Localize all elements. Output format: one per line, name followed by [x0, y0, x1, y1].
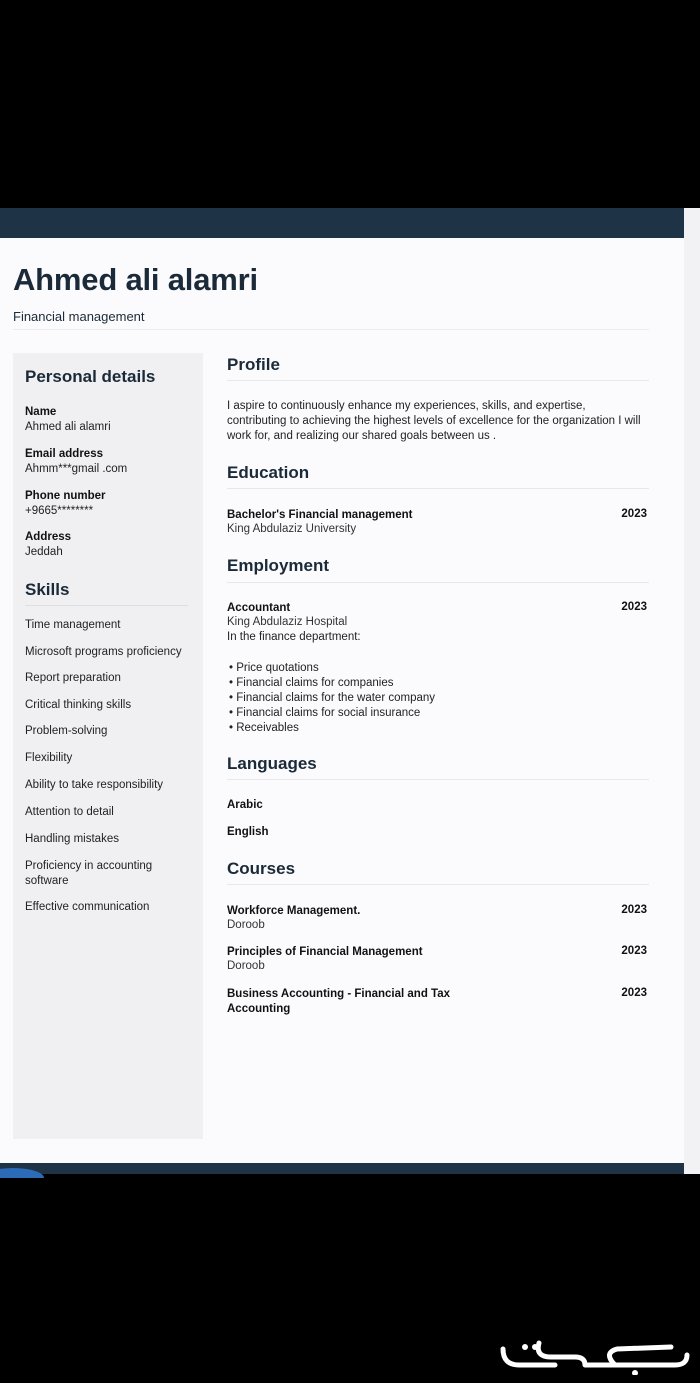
name-label: Name	[25, 406, 57, 418]
skill-item: Proficiency in accounting software	[25, 860, 153, 887]
list-item: • Financial claims for the water company	[229, 691, 435, 706]
address-value: Jeddah	[25, 546, 63, 558]
skill-item: Microsoft programs proficiency	[25, 646, 182, 658]
courses-divider	[227, 884, 649, 885]
profile-text: I aspire to continuously enhance my experiences, skills, and expertise, contributing to achieving the highest levels of excellence for the organization I will work for, and realizing our shared goals between us .	[227, 400, 641, 442]
phone-value: +9665********	[25, 505, 94, 517]
address-label: Address	[25, 531, 72, 543]
skill-item: Handling mistakes	[25, 833, 119, 845]
course-year: 2023	[621, 945, 647, 957]
skill-item: Attention to detail	[25, 806, 114, 818]
skill-item: Ability to take responsibility	[25, 779, 164, 791]
logo-dot	[532, 1344, 538, 1350]
education-divider	[227, 488, 649, 489]
school-name: King Abdulaziz University	[227, 523, 357, 535]
job-department: In the finance department:	[227, 631, 361, 643]
email-value: Ahmm***gmail .com	[25, 463, 128, 475]
course-provider: Doroob	[227, 919, 265, 931]
language-item: English	[227, 826, 269, 838]
page-edge	[684, 208, 700, 1174]
job-role: Accountant	[227, 602, 291, 614]
name-value: Ahmed ali alamri	[25, 421, 111, 433]
course-title: Workforce Management.	[227, 905, 361, 917]
employment-divider	[227, 582, 649, 583]
skill-item: Report preparation	[25, 672, 121, 684]
haraj-watermark-logo	[495, 1335, 695, 1375]
course-year: 2023	[621, 987, 647, 999]
resume-name: Ahmed ali alamri	[13, 262, 258, 297]
email-label: Email address	[25, 448, 103, 460]
course-title: Principles of Financial Management	[227, 946, 423, 958]
employer-name: King Abdulaziz Hospital	[227, 616, 348, 628]
resume-top-bar	[0, 208, 684, 238]
header-divider	[13, 329, 649, 330]
employment-heading: Employment	[227, 556, 330, 575]
skill-item: Time management	[25, 619, 121, 631]
languages-heading: Languages	[227, 754, 317, 773]
skill-item: Effective communication	[25, 901, 150, 913]
course-provider: Doroob	[227, 960, 265, 972]
logo-dot	[522, 1344, 528, 1350]
degree-title: Bachelor's Financial management	[227, 509, 413, 521]
course-year: 2023	[621, 904, 647, 916]
profile-heading: Profile	[227, 355, 280, 374]
logo-dot	[632, 1370, 638, 1375]
list-item: • Price quotations	[229, 661, 435, 676]
duties-list	[229, 661, 435, 736]
scroll-button[interactable]	[0, 1168, 44, 1188]
skill-item: Problem-solving	[25, 725, 108, 737]
languages-divider	[227, 779, 649, 780]
resume-bottom-bar	[0, 1163, 684, 1174]
employment-year: 2023	[621, 601, 647, 613]
skills-heading: Skills	[25, 580, 70, 599]
skill-item: Critical thinking skills	[25, 699, 132, 711]
list-item: • Financial claims for social insurance	[229, 706, 435, 721]
profile-divider	[227, 380, 649, 381]
education-heading: Education	[227, 463, 310, 482]
list-item: • Financial claims for companies	[229, 676, 435, 691]
phone-label: Phone number	[25, 490, 106, 502]
course-title: Business Accounting - Financial and Tax Accounting	[227, 988, 451, 1015]
list-item: • Receivables	[229, 721, 435, 736]
skills-divider	[25, 605, 188, 606]
courses-heading: Courses	[227, 859, 296, 878]
education-year: 2023	[621, 508, 647, 520]
resume-title: Financial management	[13, 309, 145, 324]
language-item: Arabic	[227, 799, 263, 811]
personal-details-heading: Personal details	[25, 367, 156, 386]
skill-item: Flexibility	[25, 752, 73, 764]
logo-stroke	[609, 1347, 671, 1365]
